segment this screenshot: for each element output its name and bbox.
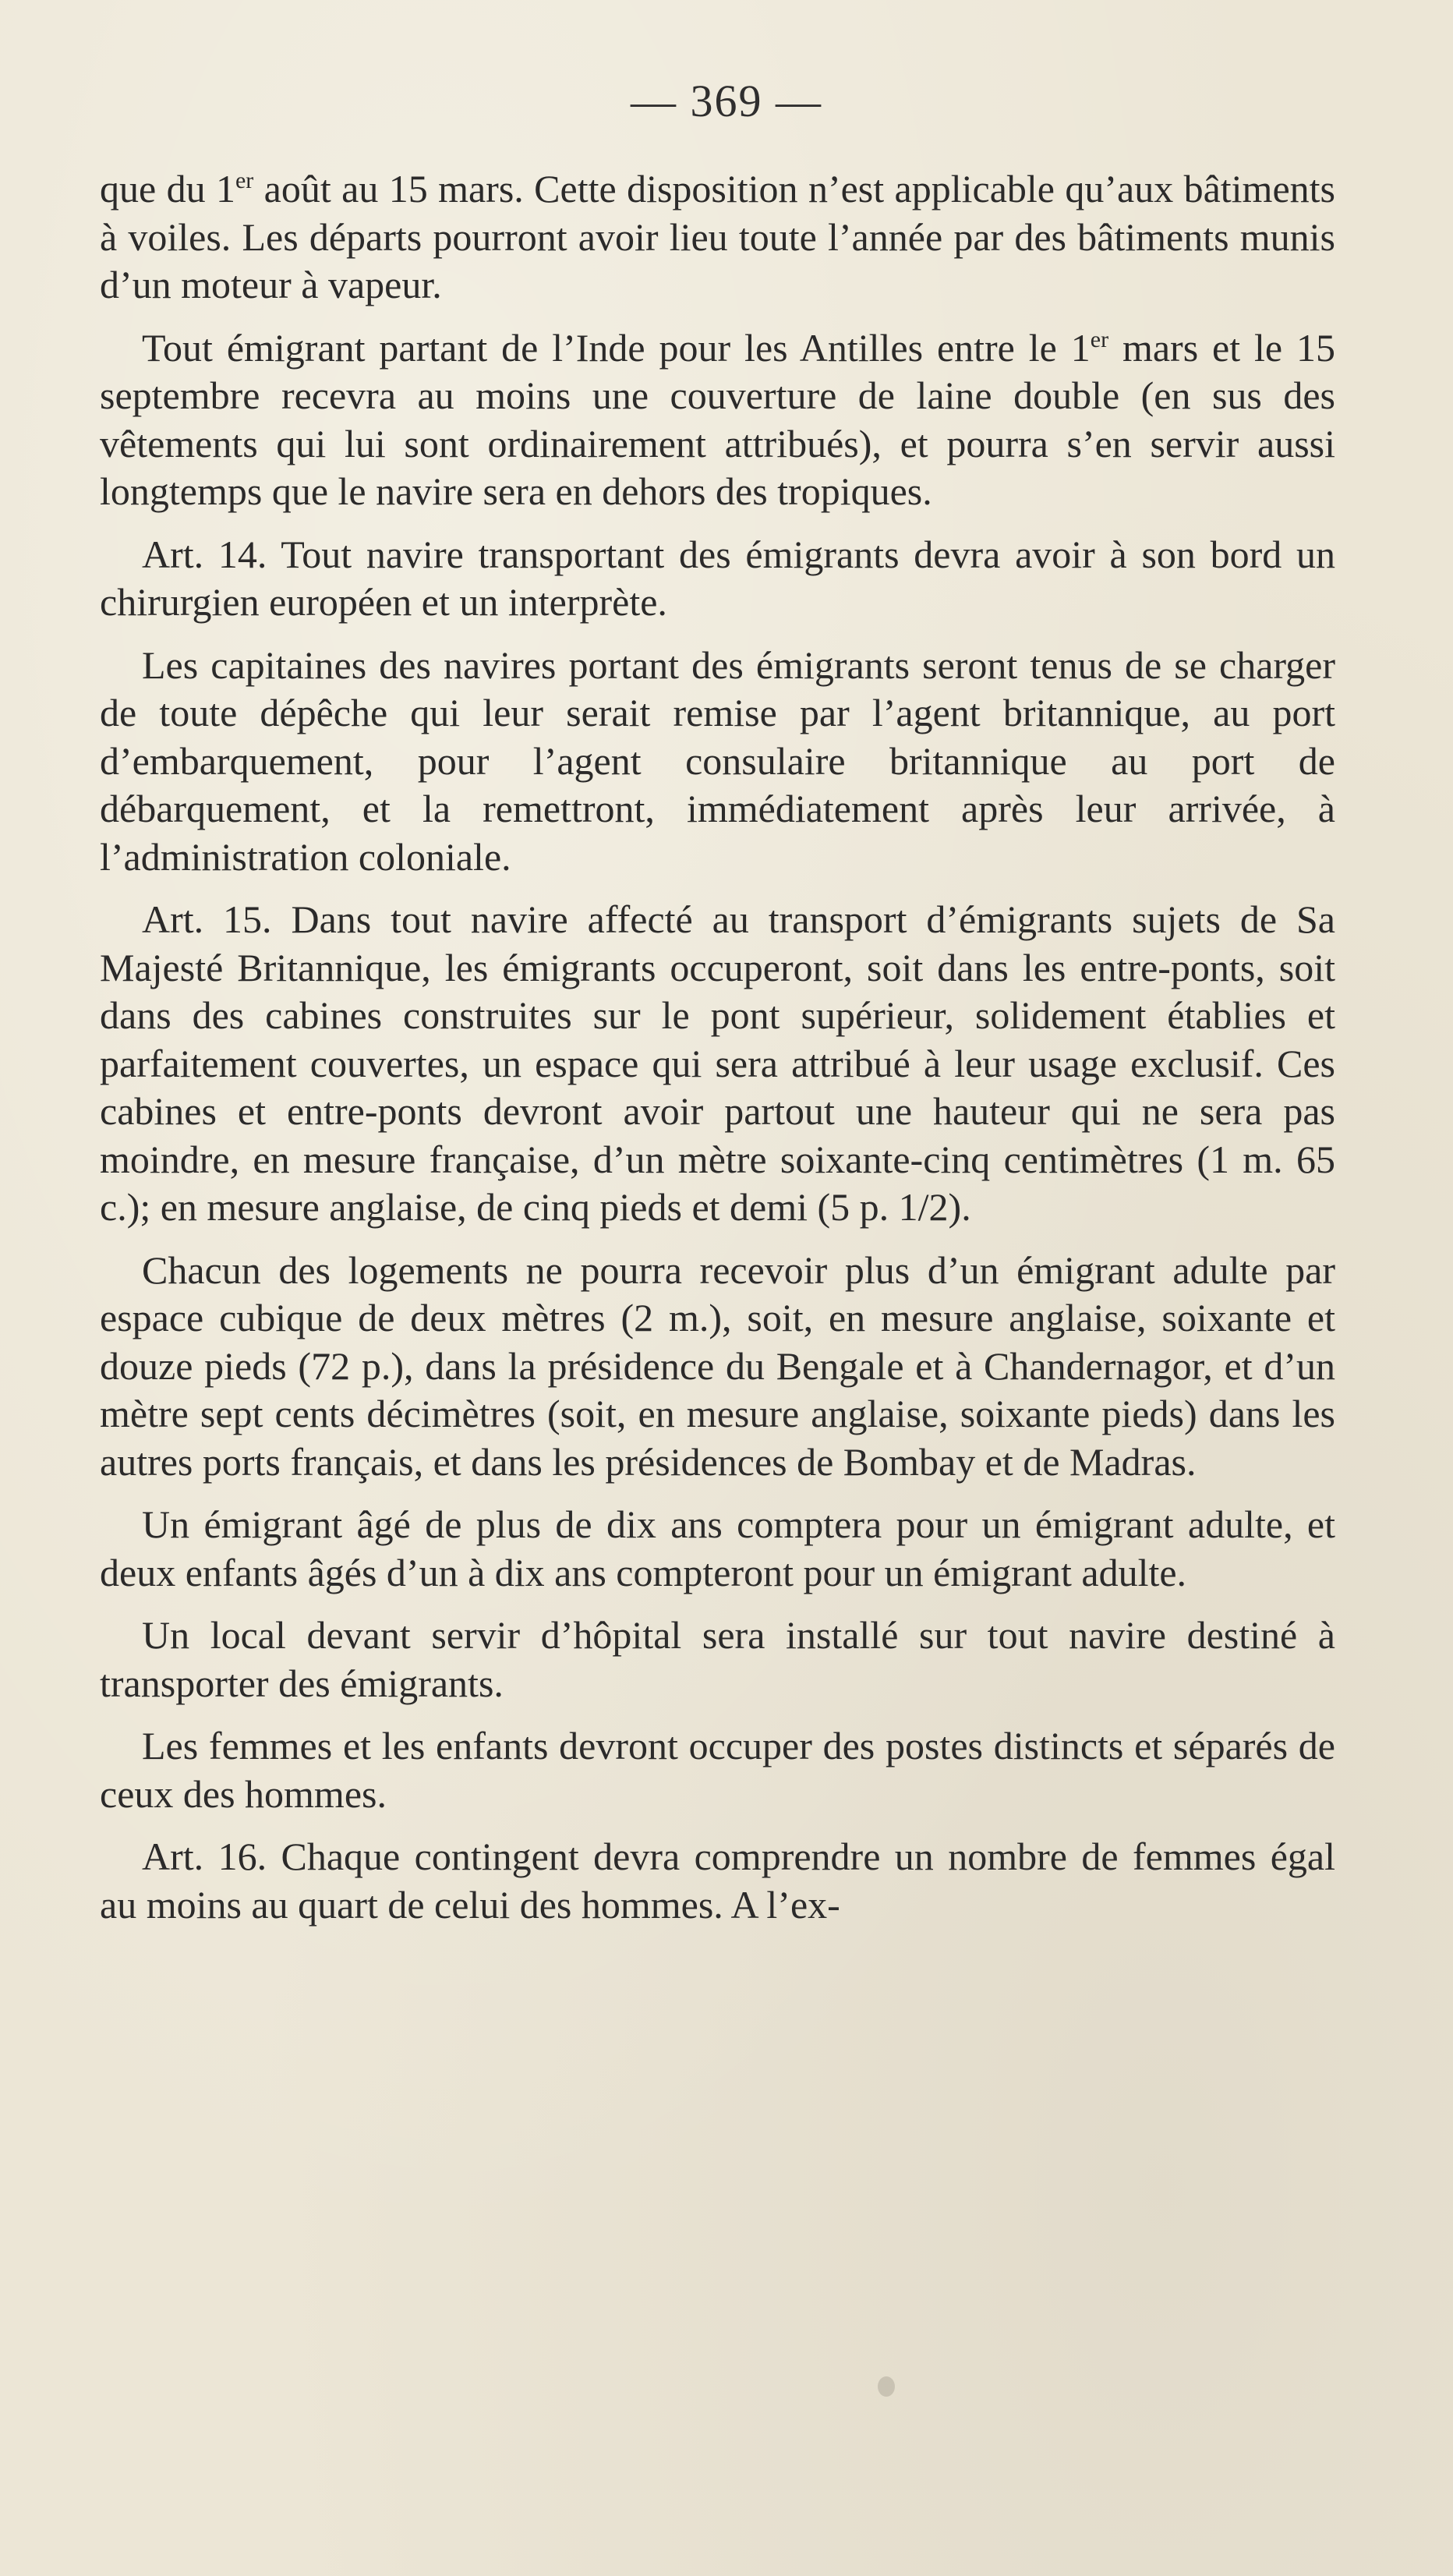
paragraph [100, 531, 1335, 627]
text-segment: août au 15 mars. Cette disposition n’est applicable qu’aux bâtiments à voiles. Les départs pourront avoir lieu toute l’année par des bâtiments munis d’un moteur à vapeur. [100, 167, 1335, 306]
text-segment: Les femmes et les enfants devront occuper des postes distincts et séparés de ceux des hommes. [100, 1724, 1335, 1816]
paragraph [100, 1722, 1335, 1818]
text-segment: Art. 16. Chaque contingent devra comprendre un nombre de femmes égal au moins au quart de celui des hommes. A l’ex- [100, 1835, 1335, 1927]
paragraph [100, 896, 1335, 1232]
paragraph [100, 165, 1335, 310]
text-segment: que du 1 [100, 167, 235, 211]
text-segment: Les capitaines des navires portant des émigrants seront tenus de se charger de toute dépêche qui leur serait remise par l’agent britannique, au port d’embarquement, pour l’agent consulaire britannique au port de débarquement, et la remettront, immédiatement après leur arrivée, à l’administration coloniale. [100, 642, 1335, 879]
body-text [100, 165, 1335, 1944]
paragraph [100, 1247, 1335, 1487]
text-segment: Un émigrant âgé de plus de dix ans comptera pour un émigrant adulte, et deux enfants âgés d’un à dix ans compteront pour un émigrant adulte. [100, 1502, 1335, 1594]
paragraph [100, 1833, 1335, 1929]
page-number: — 369 — [631, 76, 822, 126]
text-segment: Un local devant servir d’hôpital sera installé sur tout navire destiné à transporter des émigrants. [100, 1613, 1335, 1705]
text-segment: Art. 14. Tout navire transportant des émigrants devra avoir à son bord un chirurgien européen et un interprète. [100, 532, 1335, 624]
text-segment: mars et le 15 septembre recevra au moins une couverture de laine double (en sus des vêtements qui lui sont ordinairement attribués), et pourra s’en servir aussi longtemps que le navire sera en dehors des tropiques. [100, 325, 1335, 513]
paragraph [100, 324, 1335, 516]
superscript: er [235, 168, 254, 193]
text-segment: Chacun des logements ne pourra recevoir plus d’un émigrant adulte par espace cubique de deux mètres (2 m.), soit, en mesure anglaise, soixante et douze pieds (72 p.), dans la présidence du Bengale et à Chandernagor, et d’un mètre sept cents décimètres (soit, en mesure anglaise, soixante pieds) dans les autres ports français, et dans les présidences de Bombay et de Madras. [100, 1247, 1335, 1484]
paragraph [100, 642, 1335, 882]
ink-blot [878, 2376, 895, 2397]
paragraph [100, 1612, 1335, 1707]
text-segment: Art. 15. Dans tout navire affecté au transport d’émigrants sujets de Sa Majesté Britannique, les émigrants occuperont, soit dans les entre-ponts, soit dans des cabines construites sur le pont supérieur, solidement établies et parfaitement couvertes, un espace qui sera attribué à leur usage exclusif. Ces cabines et entre-ponts devront avoir partout une hauteur qui ne sera pas moindre, en mesure française, d’un mètre soixante-cinq centimètres (1 m. 65 c.); en mesure anglaise, de cinq pieds et demi (5 p. 1/2). [100, 897, 1335, 1229]
superscript: er [1090, 326, 1109, 352]
paragraph [100, 1501, 1335, 1597]
text-segment: Tout émigrant partant de l’Inde pour les Antilles entre le 1 [142, 325, 1091, 370]
